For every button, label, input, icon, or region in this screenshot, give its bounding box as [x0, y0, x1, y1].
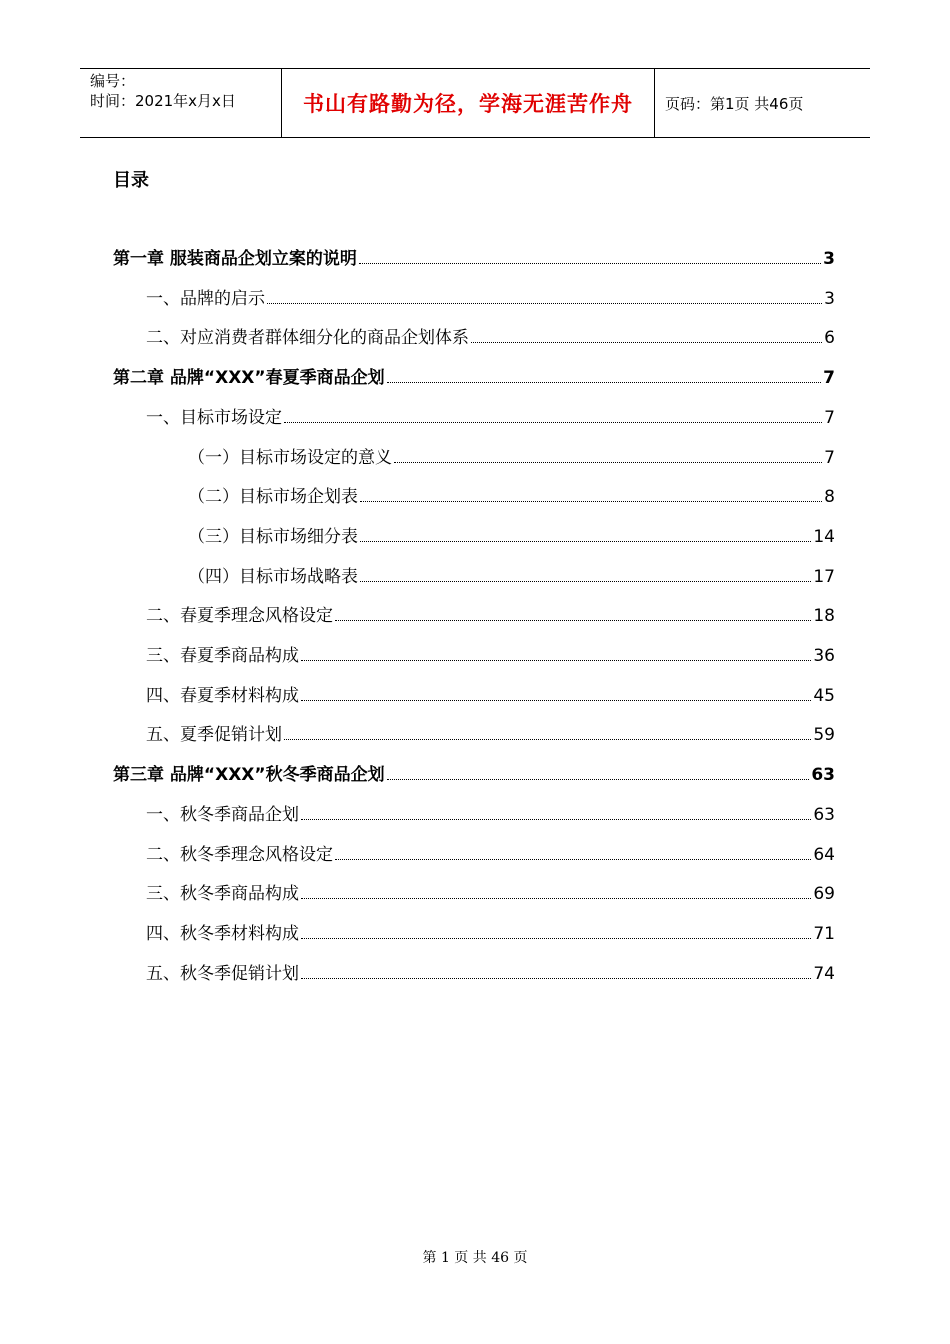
toc-leader-dots [387, 382, 822, 383]
toc-entry-page: 59 [813, 725, 835, 745]
toc-entry-label: 第二章 品牌“XXX”春夏季商品企划 [113, 368, 385, 388]
toc-entry-page: 71 [813, 924, 835, 944]
toc-entry[interactable] [146, 403, 835, 431]
toc-title: 目录 [113, 170, 149, 191]
toc-leader-dots [335, 620, 811, 621]
number-label: 编号： [90, 72, 136, 90]
toc-entry[interactable] [146, 284, 835, 312]
toc-entry[interactable] [188, 562, 835, 590]
toc-leader-dots [301, 978, 811, 979]
toc-leader-dots [284, 739, 811, 740]
toc-entry-label: 四、春夏季材料构成 [146, 686, 299, 706]
toc-leader-dots [301, 938, 811, 939]
page-footer: 第 1 页 共 46 页 [422, 1250, 528, 1266]
toc-entry-label: 第一章 服装商品企划立案的说明 [113, 249, 357, 269]
toc-leader-dots [267, 303, 822, 304]
time-label: 时间：2021年x月x日 [90, 92, 236, 110]
toc-entry-label: 五、秋冬季促销计划 [146, 964, 299, 984]
toc-entry-label: 四、秋冬季材料构成 [146, 924, 299, 944]
toc-entry[interactable] [146, 919, 835, 947]
toc-entry-page: 74 [813, 964, 835, 984]
toc-entry-label: 一、品牌的启示 [146, 289, 265, 309]
toc-entry-page: 7 [824, 408, 835, 428]
toc-entry-label: 第三章 品牌“XXX”秋冬季商品企划 [113, 765, 385, 785]
toc-leader-dots [335, 859, 811, 860]
toc-entry-page: 7 [824, 448, 835, 468]
toc-entry-page: 14 [813, 527, 835, 547]
toc-entry[interactable] [188, 482, 835, 510]
header-motto-cell [282, 69, 655, 137]
toc-entry-label: （四）目标市场战略表 [188, 567, 358, 587]
toc-entry-label: 二、对应消费者群体细分化的商品企划体系 [146, 328, 469, 348]
toc-leader-dots [301, 898, 811, 899]
toc-leader-dots [360, 501, 822, 502]
toc-entry-page: 8 [824, 487, 835, 507]
toc-entry[interactable] [146, 601, 835, 629]
toc-entry[interactable] [113, 760, 835, 788]
toc-entry-label: 二、秋冬季理念风格设定 [146, 845, 333, 865]
header-meta [80, 69, 282, 137]
toc-entry[interactable] [146, 720, 835, 748]
toc-entry[interactable] [146, 641, 835, 669]
toc-leader-dots [387, 779, 810, 780]
toc-entry-label: 一、目标市场设定 [146, 408, 282, 428]
toc-entry-label: 一、秋冬季商品企划 [146, 805, 299, 825]
toc-entry-label: （二）目标市场企划表 [188, 487, 358, 507]
toc-entry-page: 6 [824, 328, 835, 348]
toc-entry-page: 63 [811, 765, 835, 785]
toc-entry[interactable] [146, 323, 835, 351]
page-info: 页码：第1页 共46页 [665, 94, 804, 113]
toc-leader-dots [471, 342, 822, 343]
motto: 书山有路勤为径，学海无涯苦作舟 [303, 92, 633, 116]
toc-leader-dots [394, 462, 822, 463]
toc-entry[interactable] [146, 681, 835, 709]
toc-entry-label: 三、春夏季商品构成 [146, 646, 299, 666]
toc-entry[interactable] [146, 959, 835, 987]
toc-entry-page: 36 [813, 646, 835, 666]
toc-entry-page: 3 [823, 249, 835, 269]
toc-entry-page: 3 [824, 289, 835, 309]
page-header [80, 68, 870, 138]
toc-entry[interactable] [146, 800, 835, 828]
toc-leader-dots [284, 422, 822, 423]
toc-entry-page: 69 [813, 884, 835, 904]
toc-entry[interactable] [146, 879, 835, 907]
toc-entry-page: 17 [813, 567, 835, 587]
toc-leader-dots [301, 660, 811, 661]
toc-entry-label: （一）目标市场设定的意义 [188, 448, 392, 468]
toc-entry-page: 18 [813, 606, 835, 626]
toc-entry-label: 三、秋冬季商品构成 [146, 884, 299, 904]
toc-entry-page: 45 [813, 686, 835, 706]
toc-entry[interactable] [188, 522, 835, 550]
toc-leader-dots [360, 541, 811, 542]
toc-entry[interactable] [113, 363, 835, 391]
toc-entry-page: 63 [813, 805, 835, 825]
toc-leader-dots [359, 263, 821, 264]
toc-entry-page: 7 [823, 368, 835, 388]
toc-entry-label: 五、夏季促销计划 [146, 725, 282, 745]
toc-entry[interactable] [113, 244, 835, 272]
toc-entry[interactable] [188, 443, 835, 471]
toc-leader-dots [360, 581, 811, 582]
toc-entry-page: 64 [813, 845, 835, 865]
toc-leader-dots [301, 819, 811, 820]
toc-entry[interactable] [146, 840, 835, 868]
toc-entry-label: 二、春夏季理念风格设定 [146, 606, 333, 626]
header-page-info-cell [655, 69, 870, 137]
toc-leader-dots [301, 700, 811, 701]
toc-entry-label: （三）目标市场细分表 [188, 527, 358, 547]
